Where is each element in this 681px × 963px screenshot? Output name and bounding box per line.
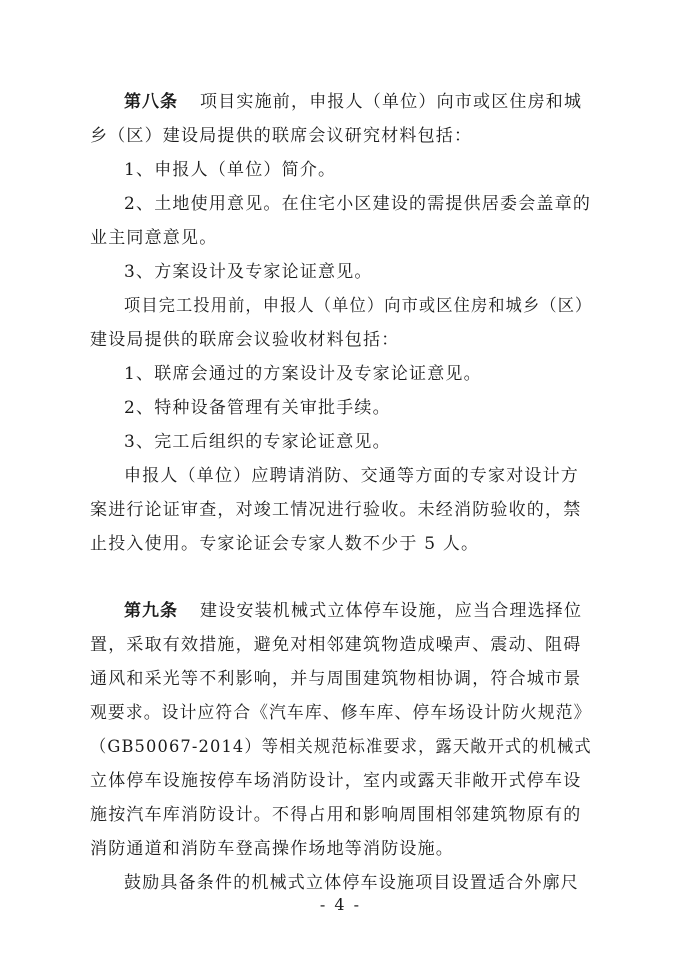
article-8-line-7: 建设局提供的联席会议验收材料包括： — [90, 330, 400, 350]
article-9-line-1: 置，采取有效措施，避免对相邻建筑物造成噪声、震动、阻碍 — [90, 635, 582, 655]
article-9-line-3: 观要求。设计应符合《汽车库、修车库、停车场设计防火规范》 — [90, 703, 592, 723]
article-8-line-6: 项目完工投用前，申报人（单位）向市或区住房和城乡（区） — [124, 296, 593, 316]
article-8-line-5: 3、方案设计及专家论证意见。 — [124, 262, 373, 282]
article-9-line-2: 通风和采光等不利影响，并与周围建筑物相协调，符合城市景 — [90, 669, 582, 689]
article-8-line-1: 乡（区）建设局提供的联席会议研究材料包括： — [90, 126, 473, 146]
article-9-line-5: 立体停车设施按停车场消防设计，室内或露天非敞开式停车设 — [90, 771, 582, 791]
article-9-line-0: 建设安装机械式立体停车设施，应当合理选择位 — [200, 601, 583, 621]
article-8-line-12: 案进行论证审查，对竣工情况进行验收。未经消防验收的，禁 — [90, 500, 582, 520]
article-8-line-0: 项目实施前，申报人（单位）向市或区住房和城 — [200, 92, 583, 112]
article-9-line-4: （GB50067-2014）等相关规范标准要求，露天敞开式的机械式 — [90, 737, 592, 757]
page-number: - 4 - — [319, 895, 362, 914]
article-9-first-line — [124, 600, 582, 622]
article-8-line-4: 业主同意意见。 — [90, 228, 218, 248]
article-8-line-8: 1、联席会通过的方案设计及专家论证意见。 — [124, 364, 482, 384]
article-8-first-line — [124, 91, 582, 113]
article-9-line-8: 鼓励具备条件的机械式立体停车设施项目设置适合外廓尺 — [124, 873, 579, 893]
article-8-line-10: 3、完工后组织的专家论证意见。 — [124, 432, 391, 452]
article-9-line-7: 消防通道和消防车登高操作场地等消防设施。 — [90, 839, 454, 859]
article-8-line-13: 止投入使用。专家论证会专家人数不少于 5 人。 — [90, 534, 480, 554]
article-8-line-2: 1、申报人（单位）简介。 — [124, 160, 337, 180]
article-9-line-6: 施按汽车库消防设计。不得占用和影响周围相邻建筑物原有的 — [90, 805, 582, 825]
article-9-heading: 第九条 — [124, 601, 178, 621]
article-8-line-9: 2、特种设备管理有关审批手续。 — [124, 398, 391, 418]
article-8-heading: 第八条 — [124, 92, 178, 112]
article-8-line-3: 2、土地使用意见。在住宅小区建设的需提供居委会盖章的 — [124, 194, 592, 214]
article-8-line-11: 申报人（单位）应聘请消防、交通等方面的专家对设计方 — [124, 466, 579, 486]
